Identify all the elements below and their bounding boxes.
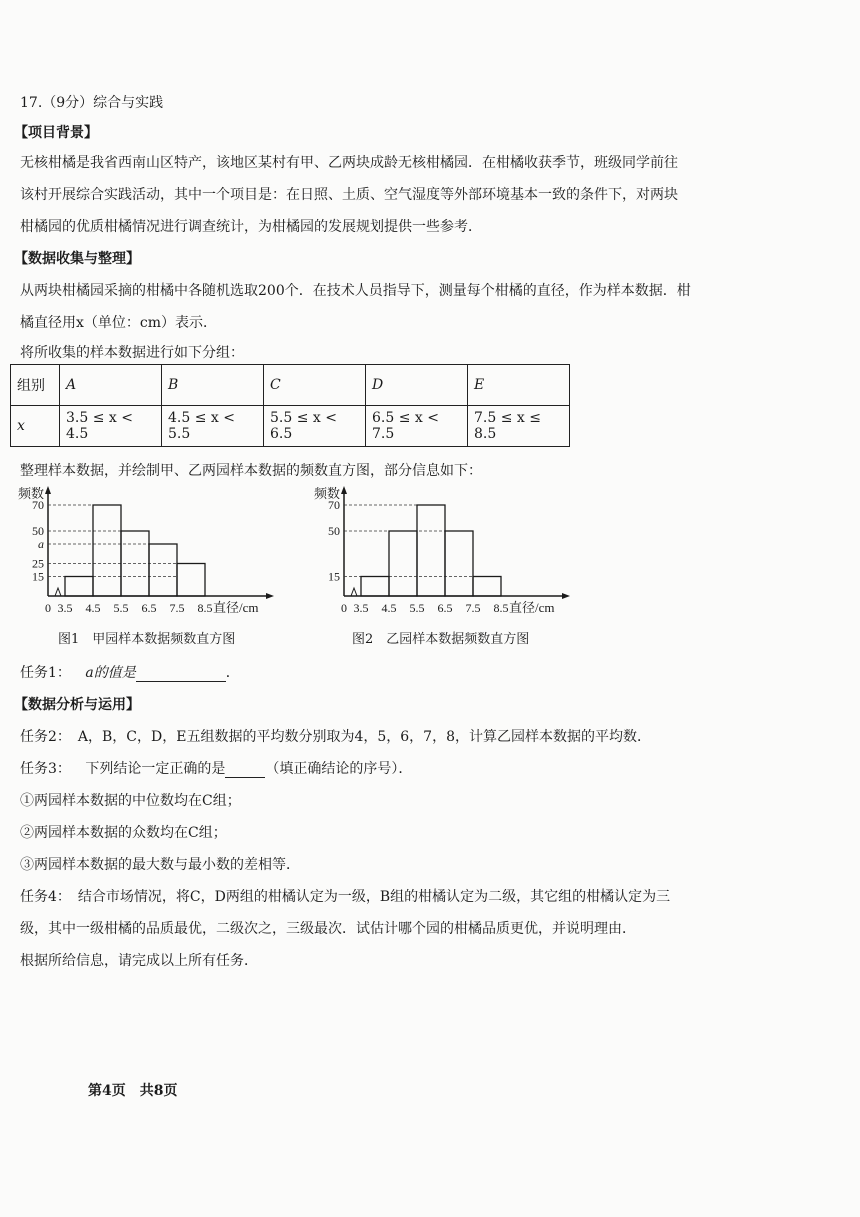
option-2: ②两园样本数据的众数均在C组； <box>20 825 227 841</box>
x-tick-label: 8.5 <box>197 601 213 615</box>
table-cell: 4.5 ≤ x < 5.5 <box>162 406 264 447</box>
histogram-bar <box>445 531 473 596</box>
table-cell: 5.5 ≤ x < 6.5 <box>264 406 366 447</box>
y-tick-label: 15 <box>32 569 44 584</box>
y-tick-label: 70 <box>32 498 44 512</box>
chart-caption-jia: 图1 甲园样本数据频数直方图 <box>58 632 236 647</box>
table-cell: D <box>366 365 468 406</box>
x-tick-label: 7.5 <box>465 601 481 615</box>
y-tick-label: 50 <box>328 524 340 538</box>
group-table <box>10 364 570 447</box>
task4-line-2: 级，其中一级柑橘的品质最优，二级次之，三级最次．试估计哪个园的柑橘品质更优，并说明理由． <box>20 921 636 937</box>
x-tick-label: 6.5 <box>141 601 157 615</box>
histogram-bar <box>149 544 177 596</box>
task3-text: 下列结论一定正确的是 <box>85 761 226 777</box>
histogram-jia <box>10 484 310 623</box>
x-axis-label: 直径/cm <box>213 600 259 615</box>
histogram-yi <box>306 484 576 623</box>
y-tick-label: 70 <box>328 498 340 512</box>
histogram-bar <box>93 505 121 596</box>
task1-end: ． <box>225 665 240 681</box>
axis-break-mark <box>55 588 61 596</box>
table-cell: C <box>264 365 366 406</box>
histogram-bar <box>65 577 93 597</box>
question-title: 17.（9分）综合与实践 <box>20 95 164 111</box>
task1 <box>20 662 240 682</box>
option-3: ③两园样本数据的最大数与最小数的差相等． <box>20 857 300 873</box>
background-heading: 【项目背景】 <box>14 125 98 141</box>
background-line-3: 柑橘园的优质柑橘情况进行调查统计，为柑橘园的发展规划提供一些参考． <box>20 219 482 235</box>
y-tick-label: 15 <box>328 569 340 584</box>
collect-heading: 【数据收集与整理】 <box>14 251 140 267</box>
y-axis-label: 频数 <box>314 486 341 501</box>
collect-line-3: 将所收集的样本数据进行如下分组： <box>20 345 244 361</box>
table-cell: E <box>468 365 570 406</box>
y-tick-label: a <box>38 537 44 551</box>
task1-text: a的值是 <box>85 665 136 681</box>
task2: 任务2： A，B，C，D，E五组数据的平均数分别取为4，5，6，7，8，计算乙园样本数据的平均数． <box>20 729 651 745</box>
chart-caption-yi: 图2 乙园样本数据频数直方图 <box>352 632 530 647</box>
answer-blank-task1[interactable] <box>136 681 226 682</box>
task4-line-1: 任务4： 结合市场情况，将C，D两组的柑橘认定为一级，B组的柑橘认定为二级，其它组的柑橘认定为三 <box>20 889 671 905</box>
chart-intro: 整理样本数据，并绘制甲、乙两园样本数据的频数直方图，部分信息如下： <box>20 463 482 479</box>
table-row <box>11 365 570 406</box>
x-tick-label: 5.5 <box>113 601 129 615</box>
x-tick-label: 6.5 <box>437 601 453 615</box>
histogram-bar <box>473 577 501 597</box>
x-axis-label: 直径/cm <box>509 600 555 615</box>
collect-line-1: 从两块柑橘园采摘的柑橘中各随机选取200个．在技术人员指导下，测量每个柑橘的直径，作为样本数据．柑 <box>20 283 691 299</box>
x-tick-label: 4.5 <box>381 601 397 615</box>
y-tick-label: 50 <box>32 524 44 538</box>
option-1: ①两园样本数据的中位数均在C组； <box>20 793 241 809</box>
analysis-heading: 【数据分析与运用】 <box>14 697 140 713</box>
x-tick-label: 3.5 <box>57 601 73 615</box>
y-tick-label: 25 <box>32 556 44 571</box>
histogram-yi-svg <box>306 484 576 619</box>
x-tick-label: 0 <box>45 601 51 615</box>
histogram-jia-svg <box>10 484 310 619</box>
table-cell: 3.5 ≤ x < 4.5 <box>60 406 162 447</box>
background-line-1: 无核柑橘是我省西南山区特产，该地区某村有甲、乙两块成龄无核柑橘园．在柑橘收获季节，班级同学前往 <box>20 155 678 171</box>
x-axis-arrow <box>266 593 274 599</box>
x-tick-label: 5.5 <box>409 601 425 615</box>
table-cell: x <box>11 406 60 447</box>
histogram-bar <box>177 564 205 597</box>
table-row <box>11 406 570 447</box>
task3-after: （填正确结论的序号）． <box>265 761 413 777</box>
table-cell: 6.5 ≤ x < 7.5 <box>366 406 468 447</box>
histogram-bar <box>417 505 445 596</box>
task1-label: 任务1： <box>20 665 71 681</box>
y-axis-arrow <box>45 486 51 494</box>
table-cell: 组别 <box>11 365 60 406</box>
table-cell: B <box>162 365 264 406</box>
collect-line-2: 橘直径用x（单位：cm）表示． <box>20 315 218 331</box>
page-footer: 第4页 共8页 <box>88 1083 178 1099</box>
histogram-bar <box>389 531 417 596</box>
background-line-2: 该村开展综合实践活动，其中一个项目是：在日照、土质、空气湿度等外部环境基本一致的条件下，对两块 <box>20 187 678 203</box>
task3-label: 任务3： <box>20 761 71 777</box>
closing-line: 根据所给信息，请完成以上所有任务． <box>20 953 258 969</box>
answer-blank-task3[interactable] <box>225 777 265 778</box>
y-axis-arrow <box>341 486 347 494</box>
x-tick-label: 7.5 <box>169 601 185 615</box>
axis-break-mark <box>351 588 357 596</box>
x-tick-label: 8.5 <box>493 601 509 615</box>
histogram-bar <box>361 577 389 597</box>
x-tick-label: 0 <box>341 601 347 615</box>
x-tick-label: 3.5 <box>353 601 369 615</box>
y-axis-label: 频数 <box>18 486 45 501</box>
table-cell: 7.5 ≤ x ≤ 8.5 <box>468 406 570 447</box>
x-axis-arrow <box>562 593 570 599</box>
task3 <box>20 758 412 778</box>
table-cell: A <box>60 365 162 406</box>
x-tick-label: 4.5 <box>85 601 101 615</box>
